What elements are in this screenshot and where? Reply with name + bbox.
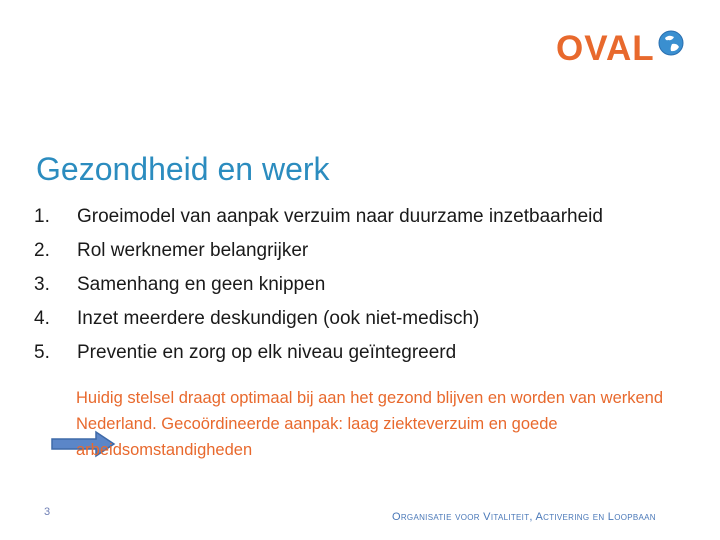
- list-number: 1.: [34, 206, 50, 227]
- list-number: 4.: [34, 308, 50, 329]
- slide-title: Gezondheid en werk: [36, 151, 330, 188]
- list-item: [34, 306, 603, 340]
- list-number: 5.: [34, 342, 50, 363]
- list-text: Inzet meerdere deskundigen (ook niet-medisch): [77, 308, 480, 329]
- list-text: Preventie en zorg op elk niveau geïntegreerd: [77, 342, 457, 363]
- list-number: 3.: [34, 274, 50, 295]
- page-number: 3: [44, 506, 51, 518]
- logo-wordmark: OVAL: [556, 28, 655, 68]
- list-item: [34, 272, 603, 306]
- list-item: [34, 238, 603, 272]
- oval-logo: [556, 26, 686, 70]
- numbered-list: [34, 204, 603, 374]
- footer-tagline: Organisatie voor Vitaliteit, Activering en Loopbaan: [392, 511, 656, 523]
- conclusion-note: Huidig stelsel draagt optimaal bij aan het gezond blijven en worden van werkend Nederland. Gecoördineerde aanpak: laag ziekteverzuim en goede arbeidsomstandigheden: [76, 389, 664, 459]
- list-number: 2.: [34, 240, 50, 261]
- list-text: Samenhang en geen knippen: [77, 274, 326, 295]
- list-text: Groeimodel van aanpak verzuim naar duurzame inzetbaarheid: [77, 206, 603, 227]
- list-item: [34, 340, 603, 374]
- list-item: [34, 204, 603, 238]
- globe-icon: [657, 29, 685, 57]
- list-text: Rol werknemer belangrijker: [77, 240, 309, 261]
